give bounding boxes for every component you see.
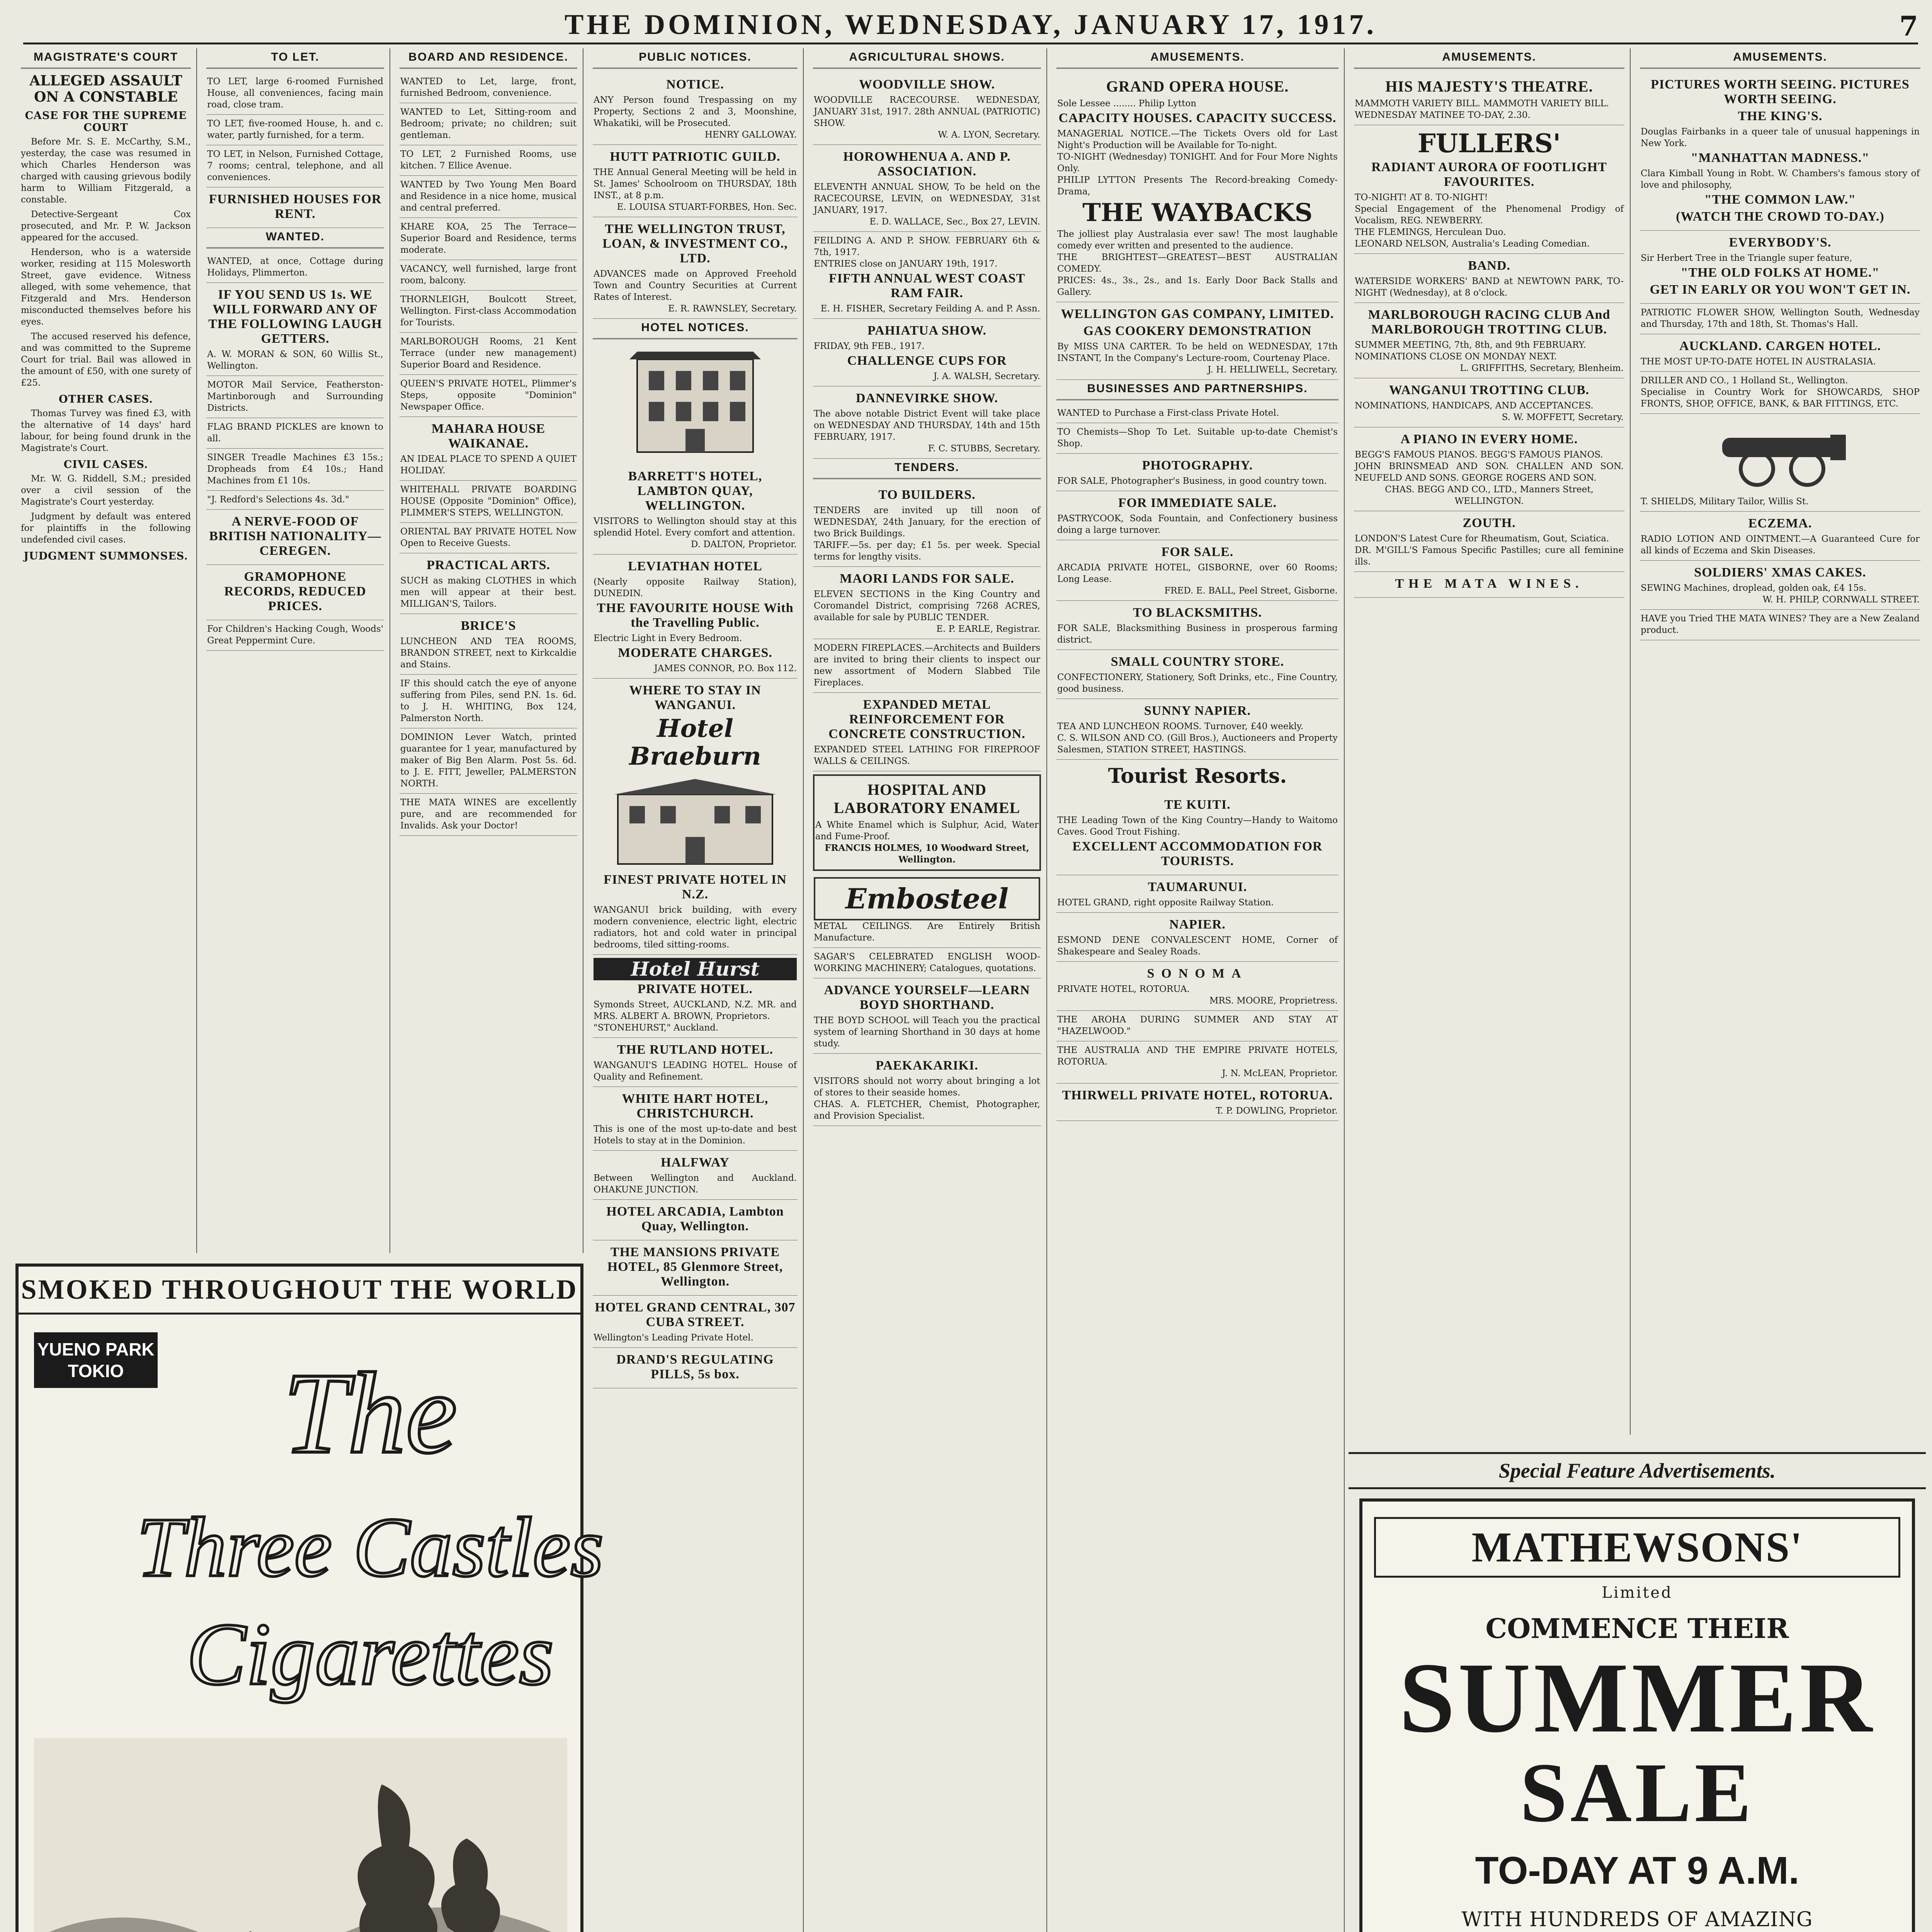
paragraph: Henderson, who is a waterside worker, residing at 115 Molesworth Street, gave evidence. Witness alleged, with some vehemence, that Fitzgerald and Mrs. Henderson misconducted themselves before his eyes.: [21, 247, 191, 327]
three-castles-cigarette-ad: [15, 1264, 604, 1932]
business-ad: TO BLACKSMITHS. FOR SALE, Blacksmithing Business in prosperous farming district.: [1056, 601, 1338, 650]
theatre-ad: GRAND OPERA HOUSE. Sole Lessee ........ Philip Lytton CAPACITY HOUSES. CAPACITY SUCCESS. MANAGERIAL NOTICE.—The Tickets Overs old for Last Night's Production will be Available for To-night. TO-NIGHT (Wednesday) TONIGHT. And for Four More Nights Only. PHILIP LYTTON Presents The Record-breaking Comedy-Drama, THE WAYBACKS The jolliest play Australasia ever saw! The most laughable comedy ever written and presented to the audience. THE BRIGHTEST—GREATEST—BEST AUSTRALIAN COMEDY. PRICES: 4s., 3s., 2s., and 1s. Early Door Back Stalls and Gallery.: [1056, 73, 1338, 302]
wine-ad: THE MATA WINES.: [1354, 572, 1624, 598]
piano-ad: A PIANO IN EVERY HOME. BEGG'S FAMOUS PIANOS. BEGG'S FAMOUS PIANOS. JOHN BRINSMEAD AND SON. CHALLEN AND SON. NEUFELD AND SONS. GEORGE ROGERS AND SON. CHAS. BEGG AND CO., LTD., Manners Street, WELLINGTON.: [1354, 427, 1624, 511]
fullers-title: FULLERS': [1417, 128, 1561, 158]
theatre-ad: FULLERS' RADIANT AURORA OF FOOTLIGHT FAVOURITES. TO-NIGHT! AT 8. TO-NIGHT! Special Engagement of the Phenomenal Prodigy of Vocalism, REG. NEWBERRY. THE FLEMINGS, Herculean Duo. LEONARD NELSON, Australia's Leading Comedian.: [1354, 125, 1624, 254]
paragraph: Before Mr. S. E. McCarthy, S.M., yesterday, the case was resumed in which Charles Henderson was charged with causing grievous bodily harm to William Fitzgerald, a constable.: [21, 137, 191, 205]
hotel-notice: HOTEL ARCADIA, Lambton Quay, Wellington.: [593, 1200, 798, 1240]
resort-ad: THE AROHA DURING SUMMER AND STAY AT "HAZELWOOD.": [1056, 1011, 1338, 1041]
tender-notice: EXPANDED METAL REINFORCEMENT FOR CONCRETE CONSTRUCTION. EXPANDED STEEL LATHING FOR FIREPROOF WALLS & CEILINGS.: [813, 693, 1041, 771]
hotel-notice: BARRETT'S HOTEL, LAMBTON QUAY, WELLINGTON. VISITORS to Wellington should stay at this splendid Hotel. Every comfort and attention. D. DALTON, Proprietor.: [593, 464, 798, 554]
special-feature-heading: Special Feature Advertisements.: [1349, 1452, 1926, 1489]
picture-ad: EVERYBODY'S. Sir Herbert Tree in the Triangle super feature, "THE OLD FOLKS AT HOME." GET IN EARLY OR YOU WON'T GET IN.: [1640, 231, 1920, 304]
classified-ad: TO LET, five-roomed House, h. and c. water, partly furnished, for a term.: [206, 115, 384, 145]
resort-ad: SONOMA PRIVATE HOTEL, ROTORUA. MRS. MOORE, Proprietress.: [1056, 962, 1338, 1011]
column-heading: AGRICULTURAL SHOWS.: [813, 48, 1041, 69]
hotel-hurst-logo: Hotel Hurst: [594, 958, 797, 980]
business-ad: FOR IMMEDIATE SALE. PASTRYCOOK, Soda Fountain, and Confectionery business doing a large turnover.: [1056, 491, 1338, 540]
classified-ad: THORNLEIGH, Boulcott Street, Wellington. First-class Accommodation for Tourists.: [400, 291, 577, 333]
column-heading: AMUSEMENTS.: [1056, 48, 1338, 69]
tender-notice: MODERN FIREPLACES.—Architects and Builders are invited to bring their clients to inspect our new assortment of Modern Slabbed Tile Fireplaces.: [813, 639, 1041, 693]
section-heading: WANTED.: [206, 228, 384, 248]
paragraph: Judgment by default was entered for plaintiffs in the following undefended civil cases.: [21, 512, 191, 545]
resort-ad: TE KUITI. THE Leading Town of the King Country—Handy to Waitomo Caves. Good Trout Fishing. EXCELLENT ACCOMMODATION FOR TOURISTS.: [1056, 793, 1338, 875]
yueno-park-label: YUENO PARK TOKIO: [34, 1332, 158, 1388]
classified-ad: TO LET, large 6-roomed Furnished House, all conveniences, facing main road, close tram.: [206, 73, 384, 115]
business-ad: DRILLER AND CO., 1 Holland St., Wellington. Specialise in Country Work for SHOWCARDS, SHOP FRONTS, SHOP, OFFICE, BANK, & BAR FITTINGS, ETC.: [1640, 372, 1920, 414]
tourist-resorts-heading: Tourist Resorts.: [1108, 764, 1287, 788]
classified-ad: ORIENTAL BAY PRIVATE HOTEL Now Open to Receive Guests.: [400, 523, 577, 553]
brand-three-castles: Three Castles: [137, 1500, 604, 1594]
column-magistrates-court: [15, 48, 197, 1253]
special-feature-section: [1349, 1445, 1926, 1932]
tender-notice: MAORI LANDS FOR SALE. ELEVEN SECTIONS in the King Country and Coromandel District, comprising 7268 ACRES, available for sale by PUBLIC TENDER. E. P. EARLE, Registrar.: [813, 567, 1041, 639]
sale-description: WITH HUNDREDS OF AMAZING: [1461, 1908, 1813, 1931]
ad-banner: SMOKED THROUGHOUT THE WORLD: [19, 1267, 580, 1315]
summer-text: SUMMER: [1399, 1642, 1876, 1753]
classified-ad: FLAG BRAND PICKLES are known to all.: [206, 418, 384, 449]
brand-the: The: [283, 1349, 457, 1477]
tailor-ad: T. SHIELDS, Military Tailor, Willis St.: [1640, 493, 1920, 512]
hotel-notice: THE MANSIONS PRIVATE HOTEL, 85 Glenmore Street, Wellington.: [593, 1240, 798, 1296]
cigarette-illustration: [34, 1738, 567, 1932]
classified-ad: QUEEN'S PRIVATE HOTEL, Plimmer's Steps, opposite "Dominion" Newspaper Office.: [400, 375, 577, 417]
tender-notice: PAEKAKARIKI. VISITORS should not worry about bringing a lot of stores to their seaside homes. CHAS. A. FLETCHER, Chemist, Photographer, and Provision Specialist.: [813, 1054, 1041, 1126]
section-heading: TENDERS.: [813, 459, 1041, 479]
notice: HUTT PATRIOTIC GUILD. THE Annual General Meeting will be held in St. James' Schoolroom on THURSDAY, 18th INST., at 8 p.m. E. LOUISA STUART-FORBES, Hon. Sec.: [593, 145, 798, 217]
show-notice: HOROWHENUA A. AND P. ASSOCIATION. ELEVENTH ANNUAL SHOW, To be held on the RACECOURSE, LEVIN, on WEDNESDAY, 31st JANUARY, 1917. E. D. WALLACE, Sec., Box 27, LEVIN.: [813, 145, 1041, 232]
column-heading: PUBLIC NOTICES.: [593, 48, 798, 69]
subheadline: CASE FOR THE SUPREME COURT: [25, 110, 187, 134]
column-public-notices: [587, 48, 804, 1932]
notice: NOTICE. ANY Person found Trespassing on my Property, Sections 2 and 3, Moonshine, Whakatiki, will be Prosecuted. HENRY GALLOWAY.: [593, 73, 798, 145]
hotel-notice: HALFWAY Between Wellington and Auckland. OHAKUNE JUNCTION.: [593, 1151, 798, 1200]
hotel-notice: WHERE TO STAY IN WANGANUI. Hotel Braeburn FINEST PRIVATE HOTEL IN N.Z. WANGANUI brick building, with every modern convenience, electric light, electric radiators, hot and cold water in principal bedrooms, tiled sitting-rooms.: [593, 679, 798, 955]
hotel-notice: THE RUTLAND HOTEL. WANGANUI'S LEADING HOTEL. House of Quality and Refinement.: [593, 1038, 798, 1087]
paragraph: Detective-Sergeant Cox prosecuted, and Mr. P. W. Jackson appeared for the accused.: [21, 209, 191, 243]
classified-ad: "J. Redford's Selections 4s. 3d.": [206, 491, 384, 510]
classified-ad: WANTED to Let, large, front, furnished Bedroom, convenience.: [400, 73, 577, 103]
bakery-ad: SOLDIERS' XMAS CAKES. SEWING Machines, droplead, golden oak, £4 15s. W. H. PHILP, CORNWALL STREET.: [1640, 561, 1920, 610]
racing-notice: MARLBOROUGH RACING CLUB And MARLBOROUGH TROTTING CLUB. SUMMER MEETING, 7th, 8th, and 9th FEBRUARY. NOMINATIONS CLOSE ON MONDAY NEXT. L. GRIFFITHS, Secretary, Blenheim.: [1354, 303, 1624, 378]
business-ad: SUNNY NAPIER. TEA AND LUNCHEON ROOMS. Turnover, £40 weekly. C. S. WILSON AND CO. (Gill Bros.), Auctioneers and Property Salesmen, STATION STREET, HASTINGS.: [1056, 699, 1338, 760]
classified-ad: IF YOU SEND US 1s. WE WILL FORWARD ANY OF THE FOLLOWING LAUGH GETTERS. A. W. MORAN & SON, 60 Willis St., Wellington.: [206, 283, 384, 376]
embosteel-logo: Embosteel: [814, 877, 1040, 920]
gas-company-ad: WELLINGTON GAS COMPANY, LIMITED. GAS COOKERY DEMONSTRATION By MISS UNA CARTER. To be held on WEDNESDAY, 17th INSTANT, In the Company's Lecture-room, Courtenay Place. J. H. HELLIWELL, Secretary.: [1056, 302, 1338, 380]
classified-ad: WANTED by Two Young Men Board and Residence in a nice home, musical and central preferred.: [400, 176, 577, 218]
flower-show-notice: PATRIOTIC FLOWER SHOW, Wellington South, Wednesday and Thursday, 17th and 18th, St. Thomas's Hall.: [1640, 304, 1920, 334]
column-amusements-3: [1634, 48, 1926, 1435]
cannon-icon: [1691, 418, 1869, 488]
classified-ad: WHITEHALL PRIVATE BOARDING HOUSE (Opposite "Dominion" Office), PLIMMER'S STEPS, WELLINGTON.: [400, 481, 577, 523]
column-amusements-1: [1051, 48, 1345, 1932]
show-notice: FEILDING A. AND P. SHOW. FEBRUARY 6th & 7th, 1917. ENTRIES close on JANUARY 19th, 1917. FIFTH ANNUAL WEST COAST RAM FAIR. E. H. FISHER, Secretary Feilding A. and P. Assn.: [813, 232, 1041, 319]
medicine-ad: ECZEMA. RADIO LOTION AND OINTMENT.—A Guaranteed Cure for all kinds of Eczema and Skin Diseases.: [1640, 512, 1920, 561]
business-ad: SMALL COUNTRY STORE. CONFECTIONERY, Stationery, Soft Drinks, etc., Fine Country, good business.: [1056, 650, 1338, 699]
classified-ad: BRICE'S LUNCHEON AND TEA ROOMS, BRANDON STREET, next to Kirkcaldie and Stains.: [400, 614, 577, 675]
brand-cigarettes: Cigarettes: [187, 1605, 554, 1703]
column-heading: BOARD AND RESIDENCE.: [400, 48, 577, 69]
hotel-notice: WHITE HART HOTEL, CHRISTCHURCH. This is one of the most up-to-date and best Hotels to stay at in the Dominion.: [593, 1087, 798, 1151]
column-to-let: [201, 48, 390, 1253]
mathewsons-sale-ad: [1359, 1498, 1915, 1932]
page-number: 7: [1899, 10, 1918, 42]
masthead: [23, 7, 1918, 44]
tender-notice: Embosteel METAL CEILINGS. Are Entirely British Manufacture.: [813, 874, 1041, 948]
tender-notice: SAGAR'S CELEBRATED ENGLISH WOOD-WORKING MACHINERY; Catalogues, quotations.: [813, 948, 1041, 978]
sale-time: TO-DAY AT 9 A.M.: [1475, 1849, 1799, 1892]
headline: ALLEGED ASSAULT ON A CONSTABLE: [29, 73, 182, 105]
section-heading: BUSINESSES AND PARTNERSHIPS.: [1056, 380, 1338, 400]
hotel-notice: Hotel Hurst PRIVATE HOTEL. Symonds Street, AUCKLAND, N.Z. MR. and MRS. ALBERT A. BROWN, Proprietors. "STONEHURST," Auckland.: [593, 955, 798, 1038]
classified-ad: WANTED to Let, Sitting-room and Bedroom; private; no children; suit gentleman.: [400, 103, 577, 145]
classified-ad: MOTOR Mail Service, Featherston-Martinborough and Surrounding Districts.: [206, 376, 384, 418]
business-ad: FOR SALE. ARCADIA PRIVATE HOTEL, GISBORNE, over 60 Rooms; Long Lease. FRED. E. BALL, Peel Street, Gisborne.: [1056, 540, 1338, 601]
medicine-ad: ZOUTH. LONDON'S Latest Cure for Rheumatism, Gout, Sciatica. DR. M'GILL'S Famous Specific Pastilles; cure all feminine ills.: [1354, 511, 1624, 572]
picture-ad: PICTURES WORTH SEEING. PICTURES WORTH SEEING. THE KING'S. Douglas Fairbanks in a queer tale of unusual happenings in New York. "MANHATTAN MADNESS." Clara Kimball Young in Robt. W. Chambers's famous story of love and philosophy, "THE COMMON LAW." (WATCH THE CROWD TO-DAY.): [1640, 73, 1920, 231]
store-name: MATHEWSONS': [1374, 1517, 1900, 1578]
braeburn-building-illustration: [606, 775, 784, 868]
paragraph: Thomas Turvey was fined £3, with the alternative of 14 days' hard labour, for being found drunk in the Magistrate's Court.: [21, 408, 191, 453]
band-notice: BAND. WATERSIDE WORKERS' BAND at NEWTOWN PARK, TO-NIGHT (Wednesday), at 8 o'clock.: [1354, 254, 1624, 303]
resort-ad: NAPIER. ESMOND DENE CONVALESCENT HOME, Corner of Shakespeare and Sealey Roads.: [1056, 913, 1338, 962]
hotel-building-illustration: [614, 344, 776, 460]
classified-ad: For Children's Hacking Cough, Woods' Great Peppermint Cure.: [206, 620, 384, 651]
classified-ad: DOMINION Lever Watch, printed guarantee for 1 year, manufactured by maker of Big Ben Alarm. Post 5s. 6d. to J. E. FITT, Jeweller, PALMERSTON NORTH.: [400, 728, 577, 794]
classified-ad: THE MATA WINES are excellently pure, and are recommended for Invalids. Ask your Doctor!: [400, 794, 577, 836]
classified-ad: MAHARA HOUSE WAIKANAE. AN IDEAL PLACE TO SPEND A QUIET HOLIDAY.: [400, 417, 577, 481]
column-amusements-2: [1349, 48, 1631, 1435]
tender-notice: HOSPITAL AND LABORATORY ENAMEL A White Enamel which is Sulphur, Acid, Water and Fume-Proof. FRANCIS HOLMES, 10 Woodward Street, Wellington.: [813, 774, 1041, 871]
classified-ad: A NERVE-FOOD OF BRITISH NATIONALITY—CEREGEN.: [206, 510, 384, 565]
subheadline: OTHER CASES.: [59, 393, 153, 405]
subheadline: CIVIL CASES.: [63, 459, 148, 471]
column-heading: MAGISTRATE'S COURT: [21, 48, 191, 69]
hotel-notice: LEVIATHAN HOTEL (Nearly opposite Railway Station), DUNEDIN. THE FAVOURITE HOUSE With the Travelling Public. Electric Light in Every Bedroom. MODERATE CHARGES. JAMES CONNOR, P.O. Box 112.: [593, 554, 798, 679]
masthead-title: THE DOMINION, WEDNESDAY, JANUARY 17, 1917.: [564, 9, 1377, 41]
show-notice: DANNEVIRKE SHOW. The above notable District Event will take place on WEDNESDAY AND THURSDAY, 14th and 15th FEBRUARY, 1917. F. C. STUBBS, Secretary.: [813, 386, 1041, 459]
classified-ad: VACANCY, well furnished, large front room, balcony.: [400, 260, 577, 291]
column-heading: TO LET.: [206, 48, 384, 69]
commence-text: COMMENCE THEIR: [1485, 1612, 1789, 1645]
section-heading: HOTEL NOTICES.: [593, 319, 798, 339]
brand-lettering: [137, 1336, 604, 1723]
column-heading: AMUSEMENTS.: [1640, 48, 1920, 69]
racing-notice: WANGANUI TROTTING CLUB. NOMINATIONS, HANDICAPS, AND ACCEPTANCES. S. W. MOFFETT, Secretary.: [1354, 378, 1624, 427]
sale-text: SALE: [1520, 1745, 1755, 1840]
column-heading: AMUSEMENTS.: [1354, 48, 1624, 69]
paragraph: Mr. W. G. Riddell, S.M.; presided over a civil session of the Magistrate's Court yesterday.: [21, 474, 191, 507]
the-waybacks-title: THE WAYBACKS: [1082, 198, 1313, 227]
tender-notice: TO BUILDERS. TENDERS are invited up till noon of WEDNESDAY, 24th January, for the erection of two Brick Buildings. TARIFF.—5s. per day; £1 5s. per week. Special terms for lengthy visits.: [813, 483, 1041, 567]
resort-ad: TAUMARUNUI. HOTEL GRAND, right opposite Railway Station.: [1056, 875, 1338, 913]
business-ad: WANTED to Purchase a First-class Private Hotel.: [1056, 404, 1338, 423]
classified-ad: KHARE KOA, 25 The Terrace—Superior Board and Residence, terms moderate.: [400, 218, 577, 260]
resort-ad: THIRWELL PRIVATE HOTEL, ROTORUA. T. P. DOWLING, Proprietor.: [1056, 1083, 1338, 1121]
hotel-notice: AUCKLAND. CARGEN HOTEL. THE MOST UP-TO-DATE HOTEL IN AUSTRALASIA.: [1640, 334, 1920, 372]
classified-ad: SINGER Treadle Machines £3 15s.; Dropheads from £4 10s.; Hand Machines from £1 10s.: [206, 449, 384, 491]
show-notice: PAHIATUA SHOW. FRIDAY, 9th FEB., 1917. CHALLENGE CUPS FOR J. A. WALSH, Secretary.: [813, 319, 1041, 386]
resort-ad: THE AUSTRALIA AND THE EMPIRE PRIVATE HOTELS, ROTORUA. J. N. McLEAN, Proprietor.: [1056, 1041, 1338, 1083]
column-board-and-residence: [394, 48, 583, 1253]
column-agricultural-shows: [808, 48, 1047, 1932]
paragraph: The accused reserved his defence, and was committed to the Supreme Court for trial. Bail was allowed in the amount of £50, with one surety of £25.: [21, 332, 191, 388]
business-ad: TO Chemists—Shop To Let. Suitable up-to-date Chemist's Shop.: [1056, 423, 1338, 454]
notice: THE WELLINGTON TRUST, LOAN, & INVESTMENT CO., LTD. ADVANCES made on Approved Freehold Town and Country Securities at Current Rates of Interest. E. R. RAWNSLEY, Secretary.: [593, 217, 798, 319]
business-ad: PHOTOGRAPHY. FOR SALE, Photographer's Business, in good country town.: [1056, 454, 1338, 491]
classified-ad: PRACTICAL ARTS. SUCH as making CLOTHES in which men will appear at their best. MILLIGAN'S, Tailors.: [400, 553, 577, 614]
tender-notice: ADVANCE YOURSELF—LEARN BOYD SHORTHAND. THE BOYD SCHOOL will Teach you the practical system of learning Shorthand in 30 days at home study.: [813, 978, 1041, 1054]
store-limited: Limited: [1602, 1584, 1673, 1602]
classified-ad: IF this should catch the eye of anyone suffering from Piles, send P.N. 1s. 6d. to J. H. WHITING, Box 124, Palmerston North.: [400, 675, 577, 728]
classified-ad: MARLBOROUGH Rooms, 21 Kent Terrace (under new management) Superior Board and Residence.: [400, 333, 577, 375]
hotel-notice: HOTEL GRAND CENTRAL, 307 CUBA STREET. Wellington's Leading Private Hotel.: [593, 1296, 798, 1348]
subheadline: JUDGMENT SUMMONSES.: [24, 550, 188, 562]
wine-ad: HAVE you Tried THE MATA WINES? They are a New Zealand product.: [1640, 610, 1920, 640]
classified-ad: TO LET, in Nelson, Furnished Cottage, 7 rooms; central, telephone, and all conveniences.: [206, 145, 384, 187]
classified-ad: FURNISHED HOUSES FOR RENT.: [206, 187, 384, 228]
show-notice: WOODVILLE SHOW. WOODVILLE RACECOURSE. WEDNESDAY, JANUARY 31st, 1917. 28th ANNUAL (PATRIOTIC) SHOW. W. A. LYON, Secretary.: [813, 73, 1041, 145]
classified-ad: GRAMOPHONE RECORDS, REDUCED PRICES.: [206, 565, 384, 620]
classified-ad: TO LET, 2 Furnished Rooms, use kitchen. 7 Ellice Avenue.: [400, 145, 577, 176]
hotel-notice: DRAND'S REGULATING PILLS, 5s box.: [593, 1348, 798, 1388]
classified-ad: WANTED, at once, Cottage during Holidays, Plimmerton.: [206, 252, 384, 283]
braeburn-logo: Hotel Braeburn: [629, 714, 761, 771]
theatre-ad: HIS MAJESTY'S THEATRE. MAMMOTH VARIETY BILL. MAMMOTH VARIETY BILL. WEDNESDAY MATINEE TO-DAY, 2.30.: [1354, 73, 1624, 125]
